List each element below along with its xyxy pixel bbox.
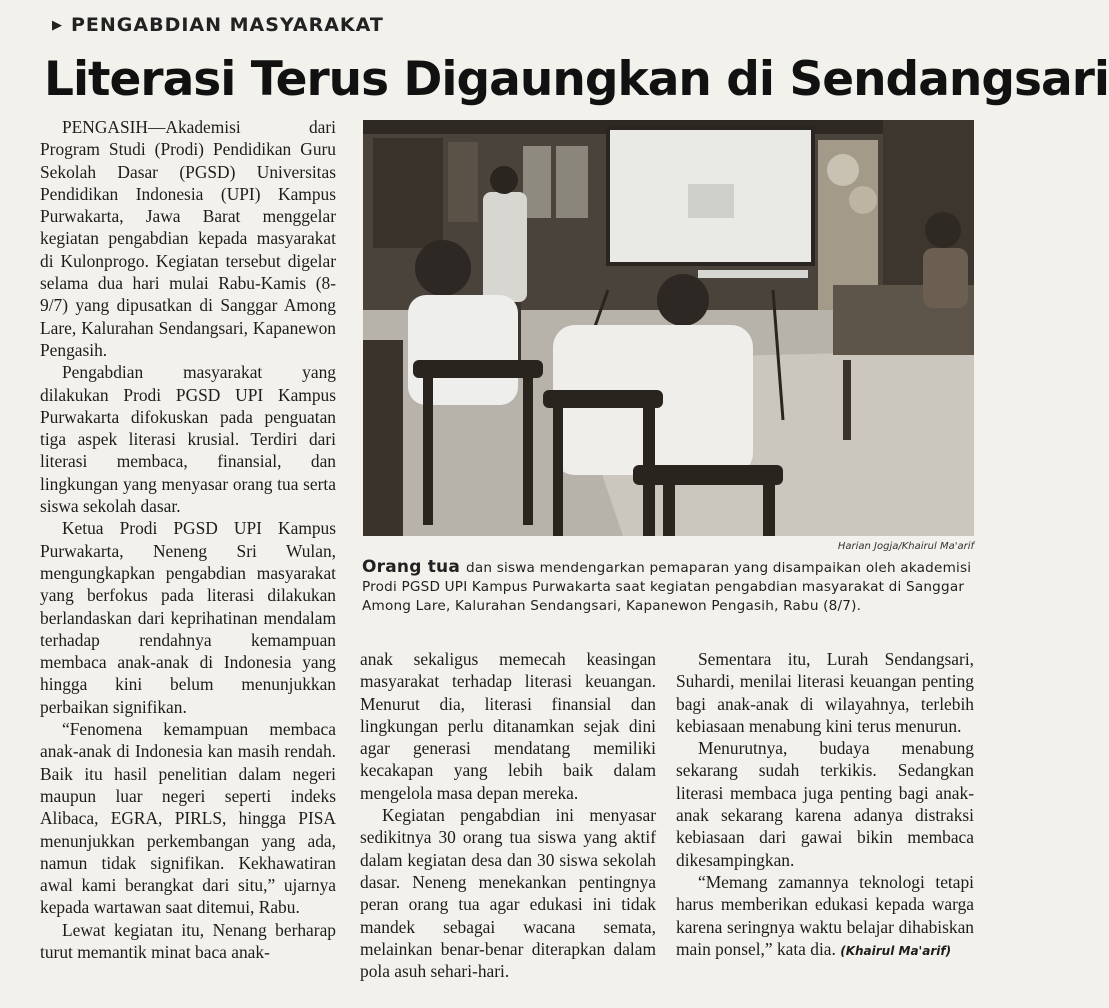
section-rubric <box>52 14 384 36</box>
caption-lead: Orang tua <box>362 557 460 577</box>
photo-caption <box>362 558 974 617</box>
paragraph <box>676 871 974 962</box>
photo-credit: Harian Jogja/Khairul Ma'arif <box>837 541 974 552</box>
paragraph: Ketua Prodi PGSD UPI Kampus Purwakarta, Neneng Sri Wulan, mengungkapkan pengabdian masyarakat yang berfokus pada literasi dilakukan berlandaskan dari keprihatinan mendalam terhadap rendahnya kemampuan membaca anak-anak di Indonesia yang hingga kini belum menunjukkan perbaikan signifikan. <box>40 518 336 717</box>
paragraph: Menurutnya, budaya menabung sekarang sudah terkikis. Sedangkan literasi membaca juga penting bagi anak-anak sekarang karena adanya distraksi kebiasaan dari gawai bikin membaca dikesampingkan. <box>676 738 974 870</box>
paragraph: “Fenomena kemampuan membaca anak-anak di Indonesia kan masih rendah. Baik itu hasil penelitian dalam negeri maupun luar negeri seperti indeks Alibaca, EGRA, PIRLS, hingga PISA menunjukkan perkembangan yang ada, namun tidak signifikan. Kekhawatiran awal kami berangkat dari situ,” ujarnya kepada wartawan saat ditemui, Rabu. <box>40 719 336 918</box>
caption-text: dan siswa mendengarkan pemaparan yang disampaikan oleh akademisi Prodi PGSD UPI Kampus Purwakarta saat kegiatan pengabdian masyarakat di Sanggar Among Lare, Kalurahan Sendangsari, Kapanewon Pengasih, Rabu (8/7). <box>362 560 972 615</box>
section-label: PENGABDIAN MASYARAKAT <box>71 14 384 36</box>
paragraph: anak sekaligus memecah keasingan masyarakat terhadap literasi keuangan. Menurut dia, literasi finansial dan lingkungan perlu ditanamkan sejak dini agar generasi mendatang memiliki kecakapan yang lebih baik dalam mengelola masa depan mereka. <box>360 649 656 803</box>
paragraph: Kegiatan pengabdian ini menyasar sedikitnya 30 orang tua siswa yang aktif dalam kegiatan desa dan 30 siswa sekolah dasar. Neneng menekankan pentingnya peran orang tua agar edukasi ini tidak mandek sebagai wacana semata, melainkan benar-benar diterapkan dalam pola asuh sehari-hari. <box>360 805 656 982</box>
headline: Literasi Terus Digaungkan di Sendangsari <box>44 52 1109 107</box>
article-column-2 <box>360 648 656 982</box>
paragraph: PENGASIH—Akademisi dari Program Studi (Prodi) Pendidikan Guru Sekolah Dasar (PGSD) Universitas Pendidikan Indonesia (UPI) Kampus Purwakarta, Jawa Barat menggelar kegiatan pengabdian kepada masyarakat di Kulonprogo. Kegiatan tersebut digelar selama dua hari mulai Rabu-Kamis (8-9/7) yang dipusatkan di Sanggar Among Lare, Kalurahan Sendangsari, Kapanewon Pengasih. <box>40 117 336 360</box>
byline: (Khairul Ma'arif) <box>840 943 952 958</box>
photo-illustration <box>363 120 974 536</box>
triangle-bullet-icon: ▶ <box>52 18 63 33</box>
paragraph: Lewat kegiatan itu, Nenang berharap turut memantik minat baca anak- <box>40 919 336 962</box>
article-column-3 <box>676 648 974 962</box>
article-column-1 <box>40 116 336 963</box>
paragraph-text: “Memang zamannya teknologi tetapi harus memberikan edukasi kepada warga karena seringnya waktu belajar dihabiskan main ponsel,” kata dia. <box>676 871 974 959</box>
article-photo <box>363 120 974 536</box>
paragraph: Sementara itu, Lurah Sendangsari, Suhardi, menilai literasi keuangan penting bagi anak-anak di wilayahnya, terlebih kebiasaan menabung kini terus menurun. <box>676 649 974 736</box>
paragraph: Pengabdian masyarakat yang dilakukan Prodi PGSD UPI Kampus Purwakarta difokuskan pada penguatan tiga aspek literasi krusial. Terdiri dari literasi membaca, finansial, dan lingkungan yang menyasar orang tua serta siswa sekolah dasar. <box>40 362 336 517</box>
